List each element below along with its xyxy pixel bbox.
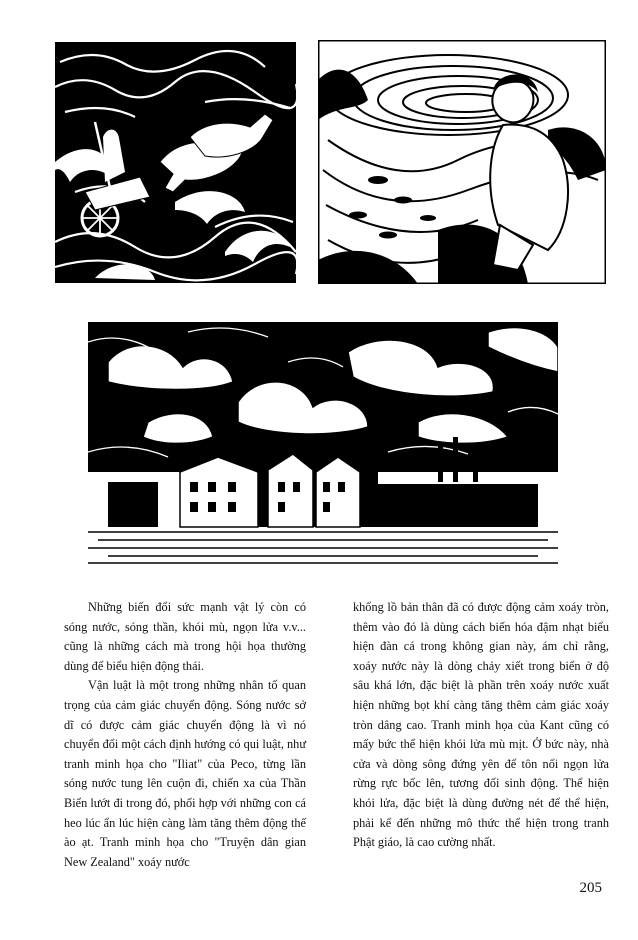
page-number: 205 bbox=[579, 880, 602, 896]
city-smoke-illustration bbox=[88, 322, 558, 566]
paragraph: khổng lồ bản thân đã có được động cảm xoáy tròn, thêm vào đó là dùng cách biến hóa đậm nhạt biểu hiện đàn cá trong không gian này, ám chỉ rằng, xoáy nước này là dòng chảy xiết trong biển ở độ sâu khá lớn, đặc biệt là phần trên xoáy nước xuất hiện những bọt khí càng tăng thêm cảm giác xoáy tròn dâng cao. Tranh minh họa của Kant cũng có mấy bức thể hiện khói lửa mù mịt. Ở bức này, nhà cửa và dòng sông đứng yên để tôn nổi ngọn lửa rừng rực bốc lên, tương đối sinh động. Thể hiện khói lửa, đặc biệt là dùng đường nét để thể hiện, phải kể đến những mô thức thể hiện trong tranh Phật giáo, là cao cường nhất. bbox=[353, 600, 609, 850]
text-column-right bbox=[353, 598, 609, 853]
text-column-left bbox=[64, 598, 306, 872]
paragraph: Vận luật là một trong những nhân tố quan trọng của cảm giác chuyển động. Sóng nước sở dĩ có được cảm giác chuyển động là vì nó chuyển đổi một cách định hướng có qui luật, như tranh minh họa cho "Iliat" của Peco, từng lần sóng nước tung lên cuộn đi, chiến xa của Thần Biển lướt đi trong đó, phối hợp với những con cá heo lúc ẩn lúc hiện càng làm tăng thêm động thế ào ạt. Tranh minh họa cho "Truyện dân gian New Zealand" xoáy nước bbox=[64, 678, 306, 869]
chariot-waves-illustration bbox=[55, 42, 296, 283]
paragraph: Những biến đổi sức mạnh vật lý còn có sóng nước, sóng thần, khói mù, ngọn lửa v.v... cũng là những cách mà trong hội họa thường dùng để biểu hiện động thái. bbox=[64, 600, 306, 673]
whirlpool-illustration bbox=[318, 40, 606, 284]
